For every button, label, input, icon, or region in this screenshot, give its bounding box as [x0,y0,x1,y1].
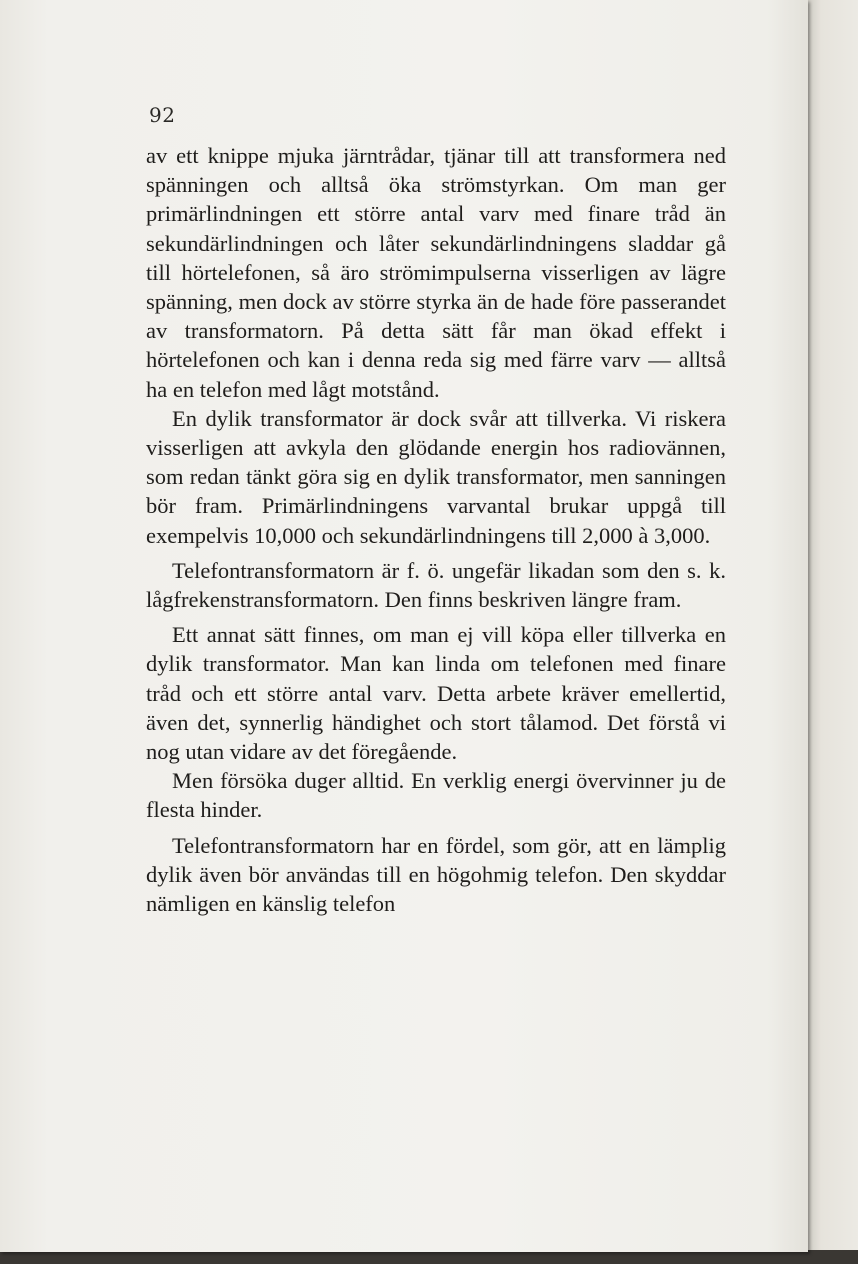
adjacent-page-edge [806,0,858,1250]
paragraph-2: En dylik transformator är dock svår att tillverka. Vi riskera visserligen att avkyla den glödande energin hos radiovännen, som redan tänkt göra sig en dylik transformator, men sanningen bör fram. Primärlindningens varvantal brukar uppgå till exempelvis 10,000 och sekundärlindningens till 2,000 à 3,000. [146,405,726,548]
paragraph-6: Telefontransformatorn har en fördel, som gör, att en lämplig dylik även bör användas till en högohmig telefon. Den skyddar nämligen en känslig telefon [146,832,726,917]
page-body [146,141,726,918]
paragraph-4: Ett annat sätt finnes, om man ej vill köpa eller tillverka en dylik transformator. Man kan linda om telefonen med finare tråd och ett större antal varv. Detta arbete kräver emellertid, även det, synnerlig händighet och stort tålamod. Det förstå vi nog utan vidare av det föregående. [146,622,726,765]
page-number: 92 [149,103,176,127]
paragraph-3: Telefontransformatorn är f. ö. ungefär likadan som den s. k. lågfrekenstransformatorn. Den finns beskriven längre fram. [146,557,726,613]
paragraph-1: av ett knippe mjuka järntrådar, tjänar till att transformera ned spänningen och alltså öka strömstyrkan. Om man ger primärlindningen ett större antal varv med finare tråd än sekundärlindningen och låter sekundärlindningens sladdar gå till hörtelefonen, så äro strömimpulserna visserligen av lägre spänning, men dock av större styrka än de hade före passerandet av transformatorn. På detta sätt får man ökad effekt i hörtelefonen och kan i denna reda sig med färre varv — alltså ha en telefon med lågt motstånd. [146,143,726,402]
paragraph-5: Men försöka duger alltid. En verklig energi övervinner ju de flesta hinder. [146,768,726,823]
